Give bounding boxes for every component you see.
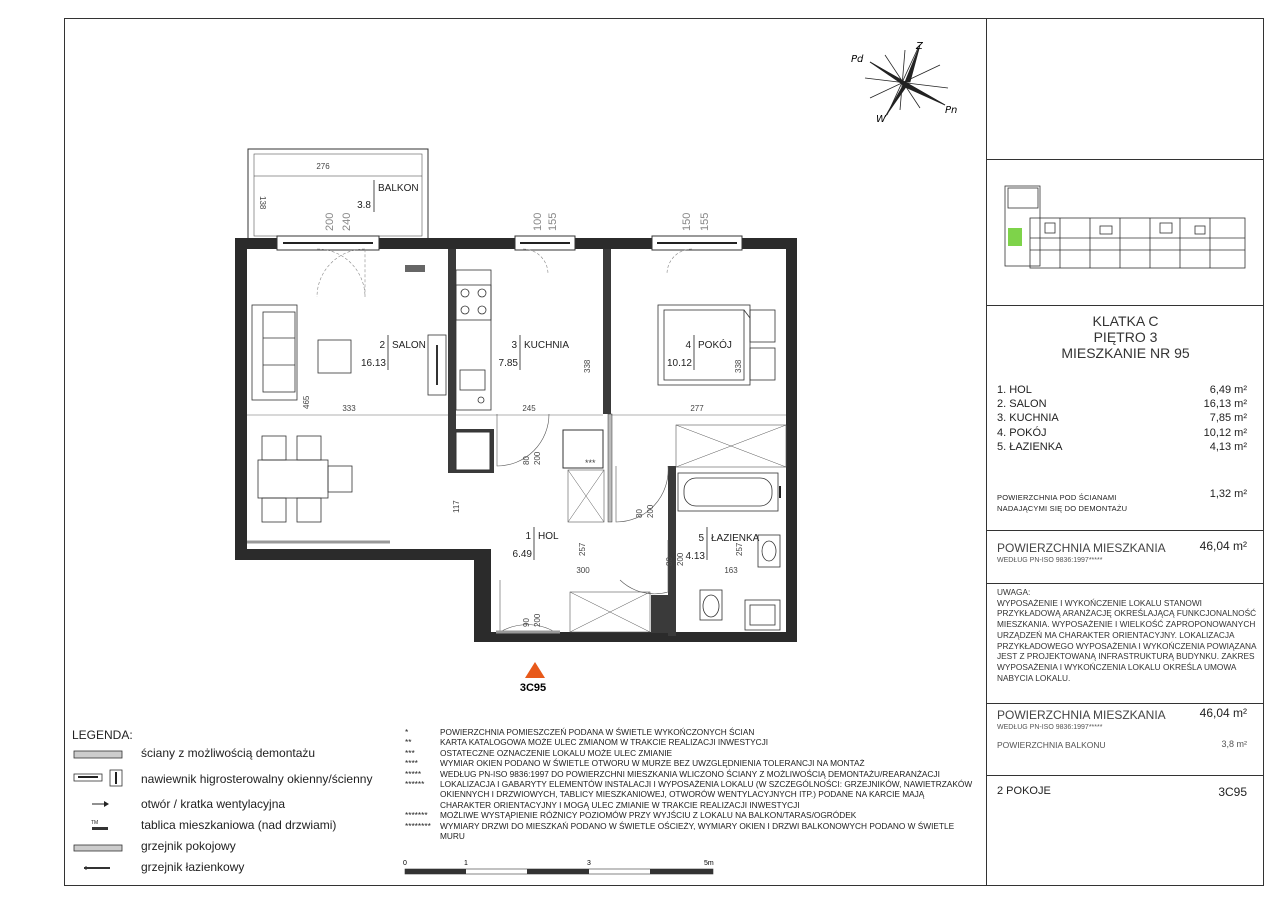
dim-hol-height: 257 [578, 542, 587, 556]
apartment-panel-icon [92, 827, 108, 830]
bathroom-radiator-icon [84, 866, 110, 870]
room-balcony-name: BALKON [378, 183, 419, 194]
footnote: *** OSTATECZNE OZNACZENIE LOKALU MOŻE ULEC ZMIANIE [405, 747, 673, 758]
dim-hall-side: 117 [452, 500, 461, 513]
footnote: **** WYMIAR OKIEN PODANO W ŚWIETLE OTWORU W MURZE BEZ UWZGLĘDNIENIA TOLERANCJI NA MONTAŻ [405, 758, 865, 769]
area-value: 46,04 m² [1199, 539, 1247, 553]
scale-3: 3 [587, 860, 591, 867]
legend-item: grzejnik łazienkowy [141, 860, 245, 874]
room-radiator-icon [74, 845, 122, 851]
dining-table [258, 436, 352, 522]
kitchen-units [456, 270, 491, 410]
dim-window2-a: 100 [532, 212, 544, 231]
room-bath-num: 5 [698, 533, 704, 544]
dim-room-width: 277 [690, 404, 704, 413]
dim-kitchen-height: 338 [583, 359, 592, 373]
room-salon-name: SALON [392, 340, 426, 351]
scale-5: 5m [704, 860, 714, 867]
divider [987, 703, 1264, 704]
room-hol-name: HOL [538, 531, 559, 542]
scale-1: 1 [464, 860, 468, 867]
compass-n: Z [916, 41, 923, 52]
under-walls-label-1: POWIERZCHNIA POD ŚCIANAMI [997, 493, 1117, 502]
demountable-wall-icon [74, 751, 122, 758]
room-kitchen-name: KUCHNIA [524, 340, 570, 351]
footnotes [405, 727, 975, 841]
balcony-outline [248, 149, 428, 239]
room-bedroom-num: 4 [685, 340, 691, 351]
scale-bar [403, 860, 714, 874]
under-walls-label-2: NADAJĄCYMI SIĘ DO DEMONTAŻU [997, 504, 1128, 513]
room-list-row: 3. KUCHNIA 7,85 m² [997, 412, 1247, 424]
room-bedroom-area: 10.12 [666, 358, 692, 369]
room-balcony-area: 3.8 [357, 200, 371, 211]
dim-door-b-h: 200 [646, 504, 655, 518]
area-norm: WEDŁUG PN-ISO 9836:1997***** [997, 557, 1103, 564]
room-radiator [405, 265, 425, 272]
room-kitchen-area: 7.85 [498, 358, 518, 369]
room-hol-area: 6.49 [512, 549, 532, 560]
divider [987, 305, 1264, 306]
entrance-marker-icon [525, 662, 545, 678]
dim-door-d-h: 200 [533, 613, 542, 627]
legend-item: nawiewnik higrosterowalny okienny/ścienny [141, 772, 373, 786]
dim-door-c-w: 80 [665, 557, 674, 566]
room-list-row: 5. ŁAZIENKA 4,13 m² [997, 441, 1247, 453]
legend-item: grzejnik pokojowy [141, 839, 236, 853]
area2-label: POWIERZCHNIA MIESZKANIA [997, 708, 1166, 722]
balcony-area-value: 3,8 m² [1221, 739, 1247, 749]
dim-door-a-h: 200 [533, 451, 542, 465]
dim-window1-b: 240 [341, 212, 353, 231]
entrance-code: 3C95 [519, 682, 547, 694]
info-panel-divider [986, 18, 987, 886]
dim-kitchen-width: 245 [522, 404, 536, 413]
legend-title: LEGENDA: [72, 728, 133, 742]
dim-balcony-width: 276 [316, 162, 330, 171]
dim-balcony-height: 138 [258, 196, 267, 210]
dim-bath-width: 163 [724, 566, 738, 575]
room-kitchen-num: 3 [511, 340, 517, 351]
divider [987, 159, 1264, 160]
apartment-label: MIESZKANIE NR 95 [1061, 345, 1190, 361]
sofa [252, 305, 297, 400]
compass-icon [865, 45, 948, 117]
dim-door-a-w: 80 [522, 456, 531, 465]
legend-tm: TM [91, 820, 99, 826]
exterior-walls [235, 238, 797, 642]
footnote: ** KARTA KATALOGOWA MOŻE ULEC ZMIANOM W TRAKCIE REALIZACJI INWESTYCJI [405, 737, 769, 748]
legend-item: ściany z możliwością demontażu [141, 746, 316, 760]
room-bath-name: ŁAZIENKA [711, 533, 760, 544]
area2-norm: WEDŁUG PN-ISO 9836:1997***** [997, 724, 1103, 731]
legend-item: otwór / kratka wentylacyjna [141, 797, 286, 811]
dim-room-height: 338 [734, 359, 743, 373]
vent-arrow-icon [92, 801, 109, 807]
footnote: ***** WEDŁUG PN-ISO 9836:1997 DO POWIERZCHNI MIESZKANIA WLICZONO ŚCIANY Z MOŻLIWOŚCIĄ DEMONTAŻU/REARANŻACJI [405, 768, 940, 779]
room-list-row: 4. POKÓJ 10,12 m² [997, 427, 1247, 439]
dim-hol-width: 300 [576, 566, 590, 575]
trickle-vent-icon [74, 770, 122, 786]
compass-se: Pn [945, 105, 958, 116]
room-bedroom-name: POKÓJ [698, 340, 732, 351]
divider [987, 775, 1264, 776]
area-label: POWIERZCHNIA MIESZKANIA [997, 541, 1166, 555]
dim-salon-width: 333 [342, 404, 356, 413]
compass-ne: Pd [851, 54, 864, 65]
room-list-row: 1. HOL 6,49 m² [997, 384, 1247, 396]
room-salon-num: 2 [379, 340, 385, 351]
dim-salon-height: 465 [302, 395, 311, 409]
dim-window3-b: 155 [699, 212, 711, 231]
room-hol-num: 1 [525, 531, 531, 542]
divider [987, 530, 1264, 531]
room-salon-area: 16.13 [360, 358, 386, 369]
legend-item: tablica mieszkaniowa (nad drzwiami) [141, 818, 337, 832]
dim-window3-a: 150 [681, 212, 693, 231]
footnote: ****** LOKALIZACJA I GABARYTY ELEMENTÓW INSTALACJI I WYPOSAŻENIA LOKALU (W SZCZEGÓLNOŚCI: GRZEJNIKÓW, NAWIETRZAKÓW OKIENNYCH I DRZWIOWYCH, TABLICY MIESZKANIOWEJ, OTWORÓW WENTYLACYJNYCH ITP.) PODANE NA KARCIE MAJĄ CHARAKTER ORIENTACYJNY I MOGĄ ULEC ZMIANIE W TRAKCIE REALIZACJI INWESTYCJI [405, 779, 973, 810]
floor-label: PIĘTRO 3 [1093, 329, 1158, 345]
room-bath-area: 4.13 [685, 551, 705, 562]
footnote: ******* MOŻLIWE WYSTĄPIENIE RÓŻNICY POZIOMÓW PRZY WYJŚCIU Z LOKALU NA BALKON/TARAS/OGRÓDEK [405, 810, 857, 821]
area2-value: 46,04 m² [1199, 706, 1247, 720]
footnote: * POWIERZCHNIA POMIESZCZEŃ PODANA W ŚWIETLE WYKOŃCZONYCH ŚCIAN [405, 727, 755, 737]
room-list-row: 2. SALON 16,13 m² [997, 398, 1247, 410]
dim-bath-height: 257 [735, 542, 744, 556]
compass-sw: W [876, 114, 886, 125]
apartment-highlight [1008, 228, 1022, 246]
dim-window2-b: 155 [547, 212, 559, 231]
footnote: ******** WYMIARY DRZWI DO MIESZKAŃ PODANO W ŚWIETLE OŚCIEŻY, WYMIARY OKIEN I DRZWI BALKONOWYCH PODANO W ŚWIETLE MURU [405, 820, 955, 842]
rooms-count: 2 POKOJE [997, 785, 1051, 797]
door-swings [497, 414, 668, 632]
vent-mark: *** [585, 458, 596, 468]
stair-label: KLATKA C [1092, 313, 1159, 329]
scale-0: 0 [403, 860, 407, 867]
divider [987, 583, 1264, 584]
apartment-code: 3C95 [1218, 785, 1247, 799]
under-walls-value: 1,32 m² [1209, 488, 1247, 500]
remarks: UWAGA: WYPOSAŻENIE I WYKOŃCZENIE LOKALU STANOWI PRZYKŁADOWĄ ARANŻACJĘ OKREŚLAJĄCĄ FUNKCJONALNOŚĆ MIESZKANIA. WYPOSAŻENIE I WIELKOŚĆ ZAPROPONOWANYCH URZĄDZEŃ MA CHARAKTER ORIENTACYJNY. LOKALIZACJA PRZYKŁADOWEGO WYPOSAŻENIA I WYKOŃCZENIA POWIĄZANA JEST Z PROJEKTOWANĄ INFRASTRUKTURĄ BUDYNKU. ZAKRES WYPOSAŻENIA I WYKOŃCZENIA LOKALU OKREŚLA UMOWA NABYCIA LOKALU. [997, 587, 1257, 683]
building-key-plan [1000, 178, 1250, 273]
dim-door-b-w: 80 [635, 509, 644, 518]
legend-symbols [72, 745, 132, 875]
balcony-area-label: POWIERZCHNIA BALKONU [997, 740, 1106, 750]
dim-door-d-w: 90 [522, 618, 531, 627]
coffee-table [318, 340, 351, 373]
dim-window1-a: 200 [324, 212, 336, 231]
dim-door-c-h: 200 [676, 552, 685, 566]
